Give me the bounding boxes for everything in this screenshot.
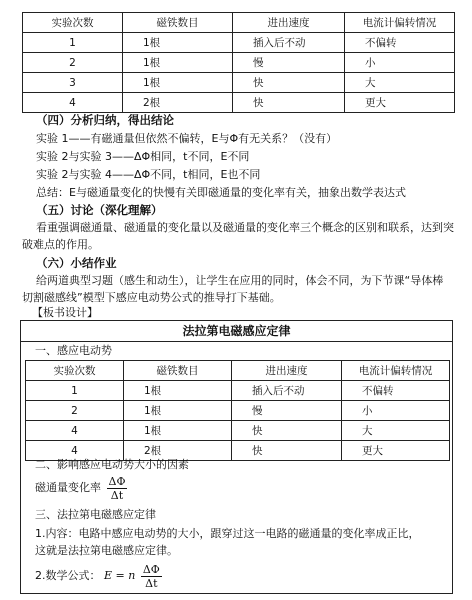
section5-heading: （五）讨论（深化理解） bbox=[36, 203, 163, 217]
section4-heading: （四）分析归纳，得出结论 bbox=[36, 113, 174, 127]
table-cell: 小 bbox=[342, 401, 450, 421]
table-cell: 4 bbox=[23, 93, 123, 113]
table-cell: 3 bbox=[23, 73, 123, 93]
table-cell: 1 bbox=[23, 33, 123, 53]
table-cell: 小 bbox=[345, 53, 455, 73]
table-header-cell: 电流计偏转情况 bbox=[345, 13, 455, 33]
table-header-row bbox=[23, 13, 455, 33]
title-divider bbox=[21, 341, 452, 342]
table-header-cell: 进出速度 bbox=[233, 13, 345, 33]
table-header-cell: 电流计偏转情况 bbox=[342, 361, 450, 381]
table-cell: 1根 bbox=[124, 381, 232, 401]
table-header-cell: 进出速度 bbox=[232, 361, 342, 381]
paragraph-line: 破难点的作用。 bbox=[22, 238, 99, 251]
table-cell: 1 bbox=[26, 381, 124, 401]
table-cell: 1根 bbox=[123, 73, 233, 93]
table-cell: 插入后不动 bbox=[233, 33, 345, 53]
conclusion-line: 实验 2与实验 3——ΔΦ相同，t不同，E不同 bbox=[36, 150, 250, 163]
table-cell: 1根 bbox=[124, 401, 232, 421]
table-cell: 大 bbox=[345, 73, 455, 93]
law-content-line: 这就是法拉第电磁感应定律。 bbox=[35, 544, 178, 557]
table-cell: 4 bbox=[26, 441, 124, 461]
table-header-cell: 实验次数 bbox=[23, 13, 123, 33]
table-cell: 1根 bbox=[123, 53, 233, 73]
summary-line: 总结：E与磁通量变化的快慢有关即磁通量的变化率有关，抽象出数学表达式 bbox=[36, 186, 406, 199]
board-part2-heading: 二、影响感应电动势大小的因素 bbox=[35, 458, 189, 471]
table-cell: 快 bbox=[232, 421, 342, 441]
paragraph-line: 看重强调磁通量、磁通量的变化量以及磁通量的变化率三个概念的区别和联系，达到突 bbox=[36, 221, 454, 234]
table-cell: 1根 bbox=[123, 33, 233, 53]
fraction-denominator: Δt bbox=[110, 488, 124, 502]
fraction-numerator: ΔΦ bbox=[108, 474, 126, 488]
table-cell: 2 bbox=[23, 53, 123, 73]
table-cell: 1根 bbox=[124, 421, 232, 441]
board-part1-heading: 一、感应电动势 bbox=[35, 344, 112, 357]
table-cell: 2 bbox=[26, 401, 124, 421]
table-cell: 更大 bbox=[342, 441, 450, 461]
board-design-label: 【板书设计】 bbox=[32, 306, 98, 319]
table-row bbox=[23, 93, 455, 113]
table-header-cell: 实验次数 bbox=[26, 361, 124, 381]
table-cell: 4 bbox=[26, 421, 124, 441]
section6-heading: （六）小结作业 bbox=[36, 256, 117, 270]
conclusion-line: 实验 1——有磁通量但依然不偏转，E与Φ有无关系？（没有） bbox=[36, 132, 338, 145]
flux-rate-expression bbox=[35, 473, 127, 503]
fraction-numerator: ΔΦ bbox=[142, 562, 160, 576]
table-row bbox=[23, 33, 455, 53]
formula-fraction bbox=[141, 563, 162, 590]
table-cell: 插入后不动 bbox=[232, 381, 342, 401]
table-row bbox=[23, 53, 455, 73]
flux-rate-label: 磁通量变化率 bbox=[35, 481, 101, 494]
table-cell: 2根 bbox=[123, 93, 233, 113]
table-cell: 不偏转 bbox=[345, 33, 455, 53]
table-cell: 不偏转 bbox=[342, 381, 450, 401]
table-header-row bbox=[26, 361, 450, 381]
table-row bbox=[26, 421, 450, 441]
formula-label: 2.数学公式： bbox=[35, 569, 101, 582]
experiment-table bbox=[22, 12, 455, 113]
table-cell: 2根 bbox=[124, 441, 232, 461]
table-header-cell: 磁铁数目 bbox=[123, 13, 233, 33]
board-title: 法拉第电磁感应定律 bbox=[182, 324, 291, 338]
table-cell: 慢 bbox=[232, 401, 342, 421]
table-row bbox=[26, 381, 450, 401]
table-cell: 更大 bbox=[345, 93, 455, 113]
table-cell: 大 bbox=[342, 421, 450, 441]
paragraph-line: 切割磁感线”模型下感应电动势公式的推导打下基础。 bbox=[22, 291, 281, 304]
formula-lhs: E = n bbox=[104, 569, 136, 582]
table-cell: 慢 bbox=[233, 53, 345, 73]
table-cell: 快 bbox=[233, 93, 345, 113]
table-row bbox=[26, 401, 450, 421]
table-row bbox=[23, 73, 455, 93]
fraction-denominator: Δt bbox=[145, 576, 158, 590]
board-design-box bbox=[20, 320, 453, 594]
table-header-cell: 磁铁数目 bbox=[124, 361, 232, 381]
flux-rate-fraction bbox=[107, 475, 128, 502]
table-cell: 快 bbox=[233, 73, 345, 93]
board-part3-heading: 三、法拉第电磁感应定律 bbox=[35, 508, 156, 521]
table-cell: 快 bbox=[232, 441, 342, 461]
paragraph-line: 给两道典型习题（感生和动生），让学生在应用的同时，体会不同，为下节课“导体棒 bbox=[36, 274, 444, 287]
conclusion-line: 实验 2与实验 4——ΔΦ不同，t相同，E也不同 bbox=[36, 168, 261, 181]
board-experiment-table bbox=[25, 360, 450, 461]
formula-expression bbox=[35, 561, 162, 591]
law-content-line: 1.内容：电路中感应电动势的大小，跟穿过这一电路的磁通量的变化率成正比， bbox=[35, 527, 420, 540]
